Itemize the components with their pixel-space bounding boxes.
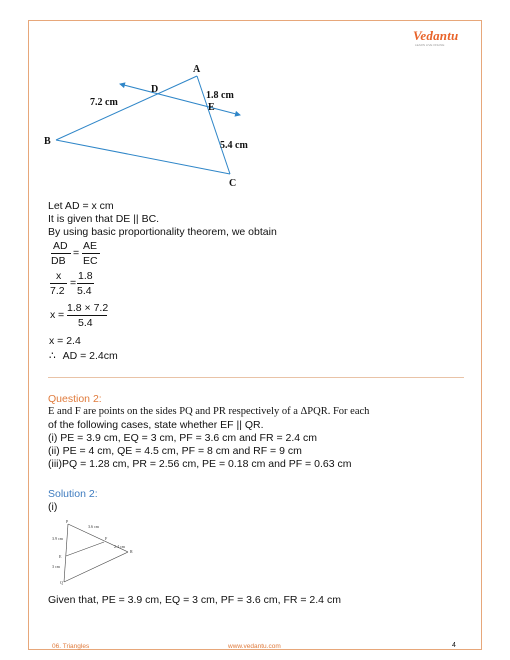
equation-3: x = 1.8 × 7.2 5.4 — [50, 302, 109, 329]
result-ad: AD = 2.4cm — [62, 350, 118, 362]
therefore-symbol: ∴ — [49, 350, 56, 362]
eq3-denominator: 5.4 — [78, 317, 93, 329]
point-c: C — [229, 178, 237, 189]
final-result — [49, 350, 118, 362]
solution-2-heading: Solution 2: — [48, 488, 98, 500]
label-ae: 1.8 cm — [206, 90, 234, 101]
label-ec: 5.4 cm — [220, 140, 248, 151]
sol1-line-3: By using basic proportionality theorem, we obtain — [48, 226, 277, 238]
side-bc — [56, 140, 230, 174]
sol1-line-2: It is given that DE || BC. — [48, 213, 160, 225]
triangle-abc-diagram — [40, 60, 280, 195]
eq3-numerator: 1.8 × 7.2 — [67, 302, 109, 314]
section-divider — [48, 377, 464, 378]
point-e: E — [208, 102, 215, 113]
pqr-point-f: F — [105, 536, 108, 541]
pqr-point-r: R — [130, 549, 133, 554]
sol1-line-1: Let AD = x cm — [48, 200, 114, 212]
equation-2: x 7.2 = 1.8 5.4 — [50, 270, 93, 297]
question-2-case-2: (ii) PE = 4 cm, QE = 4.5 cm, PF = 8 cm and RF = 9 cm — [48, 445, 302, 457]
question-2-case-1: (i) PE = 3.9 cm, EQ = 3 cm, PF = 3.6 cm and FR = 2.4 cm — [48, 432, 318, 444]
triangle-pqr-diagram — [52, 520, 142, 586]
pqr-point-e: E — [59, 554, 62, 559]
page-number: 4 — [452, 642, 456, 649]
pqr-point-p: P — [66, 520, 69, 524]
vedantu-logo — [413, 28, 473, 50]
equation-1: AD DB = AE EC — [50, 240, 110, 266]
point-b: B — [44, 136, 51, 147]
pqr-point-q: Q — [60, 580, 63, 585]
eq1-right-numerator: AE — [83, 240, 98, 252]
eq1-left-numerator: AD — [53, 240, 68, 252]
pqr-label-eq: 3 cm — [52, 564, 60, 569]
question-2-heading: Question 2: — [48, 393, 102, 405]
pqr-label-fr: 2.4 cm — [114, 544, 125, 549]
solution-2-given: Given that, PE = 3.9 cm, EQ = 3 cm, PF = 3.6 cm, FR = 2.4 cm — [48, 594, 341, 606]
point-a: A — [193, 64, 201, 75]
footer-website[interactable]: www.vedantu.com — [228, 643, 281, 650]
question-2-text-2: of the following cases, state whether EF || QR. — [48, 419, 264, 431]
eq4: x = 2.4 — [49, 335, 81, 347]
point-d: D — [151, 84, 159, 95]
solution-2-part: (i) — [48, 501, 58, 513]
pqr-label-pe: 3.9 cm — [52, 536, 63, 541]
question-2-text-1: E and F are points on the sides PQ and PR respectively of a ΔPQR. For each — [48, 406, 370, 417]
eq1-right-denominator: EC — [83, 255, 98, 267]
logo-brand: Vedantu — [413, 28, 459, 43]
logo-tagline: LEARN LIVE ONLINE — [415, 43, 445, 47]
eq2-left-denominator: 7.2 — [50, 285, 65, 297]
eq3-lhs: x — [50, 309, 56, 321]
pqr-label-pf: 3.6 cm — [88, 524, 99, 529]
eq2-left-numerator: x — [56, 270, 62, 282]
footer-chapter: 06. Triangles — [52, 643, 90, 650]
eq2-right-denominator: 5.4 — [77, 285, 92, 297]
question-2-case-3: (iii)PQ = 1.28 cm, PR = 2.56 cm, PE = 0.18 cm and PF = 0.63 cm — [48, 458, 352, 470]
label-db: 7.2 cm — [90, 97, 118, 108]
eq1-left-denominator: DB — [51, 255, 66, 267]
eq2-right-numerator: 1.8 — [78, 270, 93, 282]
